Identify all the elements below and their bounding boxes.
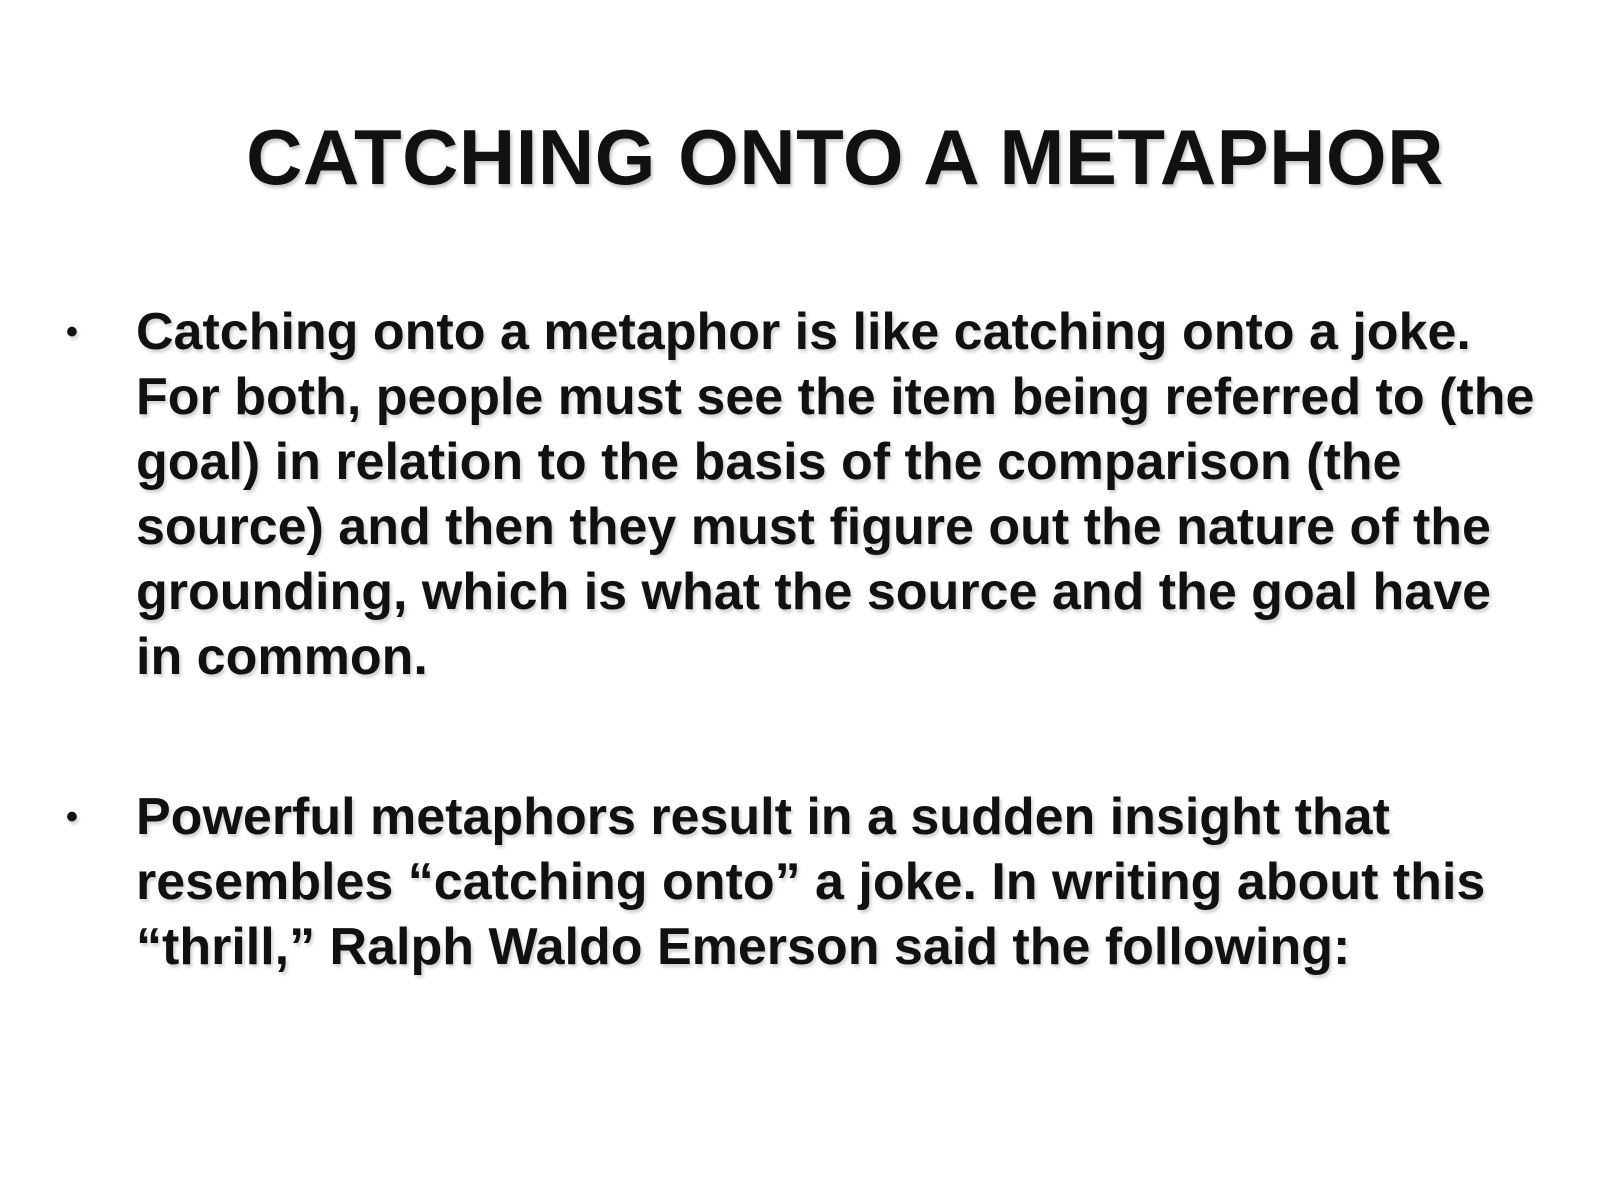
bullet-text: Powerful metaphors result in a sudden insight that resembles “catching onto” a joke. In writing about this “thrill,” Ralph Waldo Emerson said the following:	[136, 788, 1486, 976]
bullet-point-icon: •	[66, 798, 78, 836]
bullet-list	[0, 300, 1600, 980]
bullet-item-catching-onto-metaphor	[0, 300, 1536, 690]
bullet-text: Catching onto a metaphor is like catching onto a joke. For both, people must see the item being referred to (the goal) in relation to the basis of the comparison (the source) and then they must figure out the nature of the grounding, which is what the source and the goal have in common.	[136, 303, 1535, 686]
slide-title: CATCHING ONTO A METAPHOR	[246, 113, 1444, 201]
bullet-point-icon: •	[66, 313, 78, 351]
bullet-item-powerful-metaphors	[0, 785, 1536, 980]
